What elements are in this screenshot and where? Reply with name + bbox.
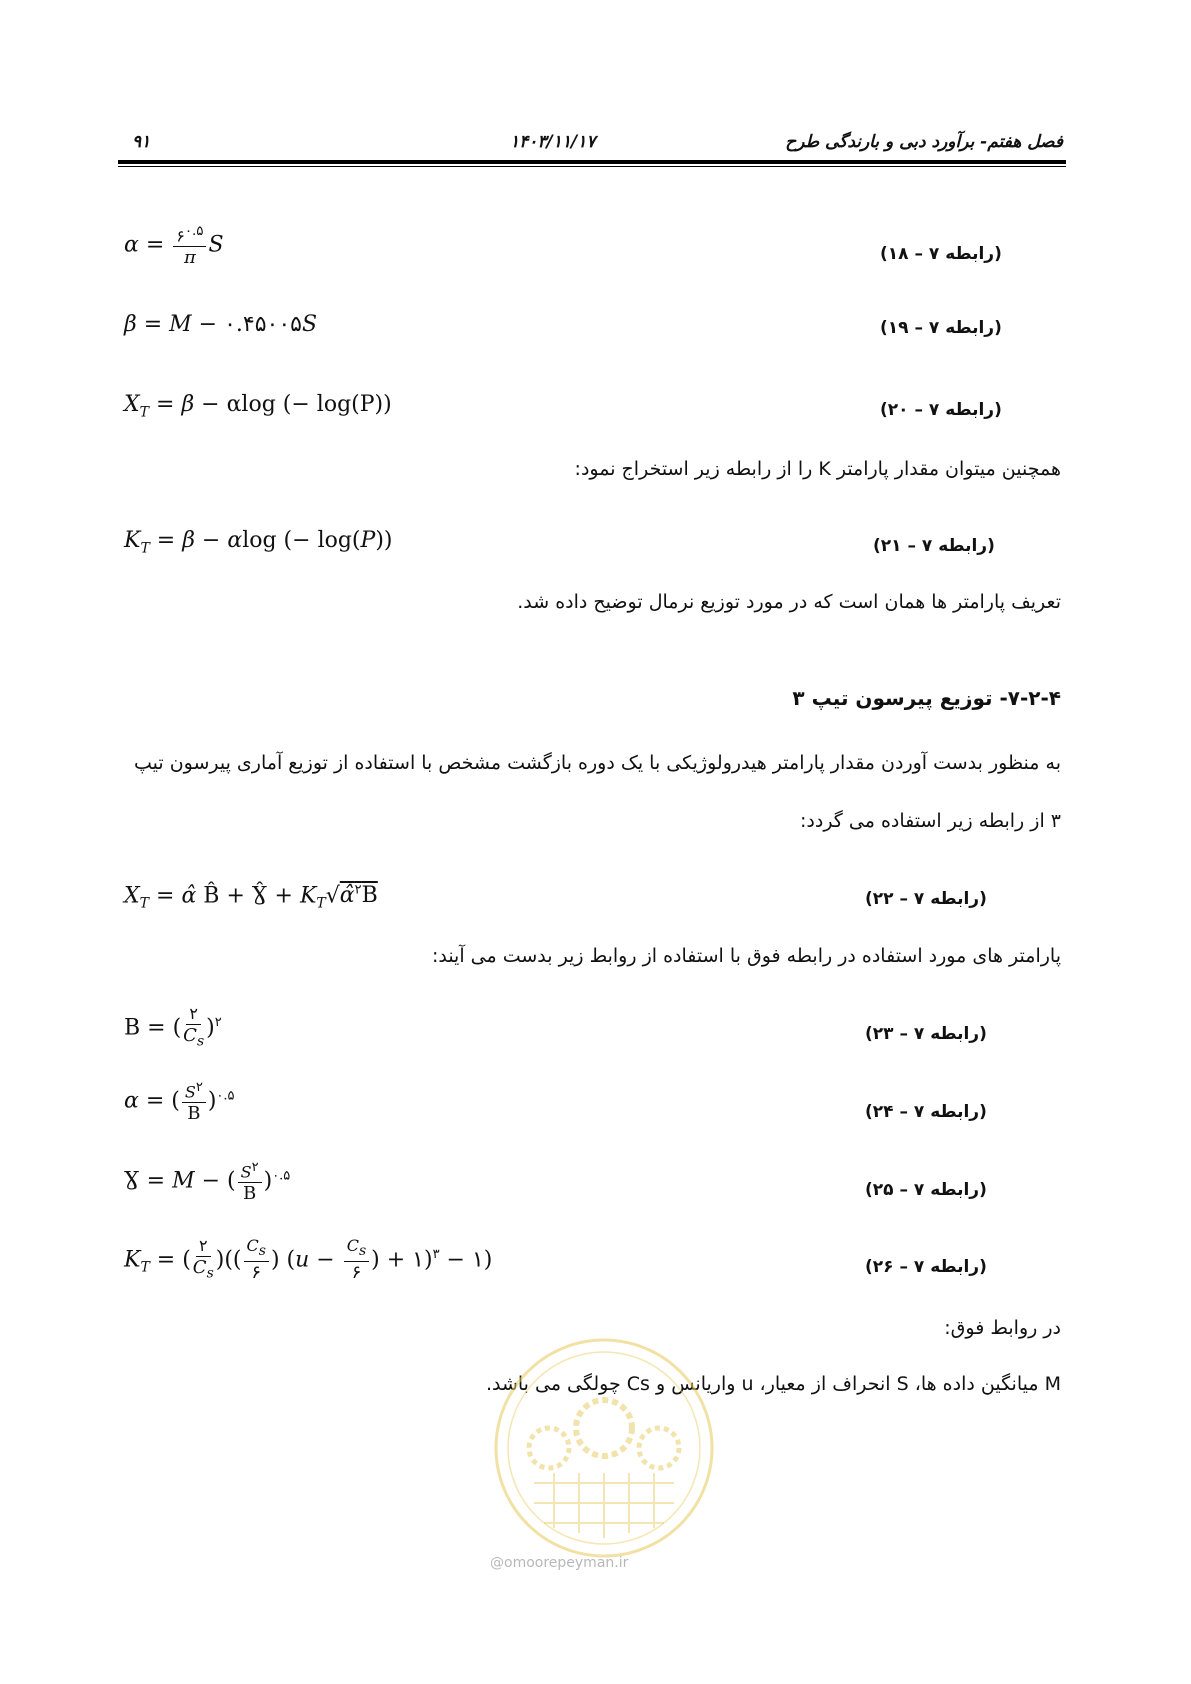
equation-23: B = ( $\frac{۲}{C_s}$ )$^۲$ [124, 1004, 222, 1050]
equation-21: $K_T = \beta - \alpha\log$ (− log(P)) [124, 528, 393, 557]
equation-22: $X_T$ = α̂ B̂ + Ɣ̂ + $K_T√\alphâ^۲B$ [124, 883, 378, 912]
equation-label-19: (رابطه ۷ – ۱۹) [880, 318, 1002, 338]
section-heading: ۷-۲-۴- توزیع پیرسون تیپ ۳ [792, 686, 1061, 710]
equation-20: $X_T = \beta - \alpha\log$ (− log(P)) [124, 392, 392, 421]
page-number: ۹۱ [132, 132, 151, 152]
header-rule-thick [118, 160, 1066, 164]
params-intro-paragraph: پارامتر های مورد استفاده در رابطه فوق با استفاده از روابط زیر بدست می آیند: [431, 945, 1061, 967]
watermark-url: @omoorepeyman.ir [490, 1555, 629, 1571]
equation-24: α = ( $\frac{S^۲}{B}$ )$^{۰.۵}$ [124, 1080, 235, 1125]
header-date: ۱۴۰۳/۱۱/۱۷ [510, 132, 596, 152]
variables-definition-line: M میانگین داده ها، S انحراف از معیار، u واریانس و Cs چولگی می باشد. [485, 1373, 1061, 1395]
equation-label-25: (رابطه ۷ – ۲۵) [865, 1180, 987, 1200]
watermark-logo [489, 1333, 719, 1563]
equation-label-18: (رابطه ۷ – ۱۸) [880, 244, 1002, 264]
equation-label-23: (رابطه ۷ – ۲۳) [865, 1024, 987, 1044]
pearson-paragraph-line1: به منظور بدست آوردن مقدار پارامتر هیدرولوژیکی با یک دوره بازگشت مشخص با استفاده از توزیع آماری پیرسون تیپ [133, 752, 1061, 774]
k-intro-paragraph: همچنین میتوان مقدار پارامتر K را از رابطه زیر استخراج نمود: [574, 458, 1061, 480]
equation-label-20: (رابطه ۷ – ۲۰) [880, 400, 1002, 420]
equation-25: Ɣ = M − ( $\frac{S^۲}{B}$ )$^{۰.۵}$ [124, 1160, 291, 1205]
chapter-title: فصل هفتم- برآورد دبی و بارندگی طرح [785, 132, 1063, 152]
equation-18: α = $\frac{۶^{۰.۵}}{\pi}$ S [124, 224, 224, 269]
equation-label-24: (رابطه ۷ – ۲۴) [865, 1102, 987, 1122]
equation-label-26: (رابطه ۷ – ۲۶) [865, 1257, 987, 1277]
pearson-paragraph-line2: ۳ از رابطه زیر استفاده می گردد: [800, 810, 1061, 832]
definition-paragraph: تعریف پارامتر ها همان است که در مورد توزیع نرمال توضیح داده شد. [517, 591, 1061, 613]
header-rule-thin [118, 166, 1066, 167]
in-relations-label: در روابط فوق: [944, 1317, 1061, 1339]
equation-label-21: (رابطه ۷ – ۲۱) [873, 536, 995, 556]
equation-26: $K_T$ = ( $\frac{۲}{C_s}$ )(( $\frac{Cs}{۶}$ ) (u − $\frac{Cs}{۶}$ ) + ۱)$^۳$ − ۱) [124, 1236, 493, 1284]
equation-label-22: (رابطه ۷ – ۲۲) [865, 889, 987, 909]
equation-19: β = M − ۰.۴۵۰۰۵S [124, 312, 318, 337]
